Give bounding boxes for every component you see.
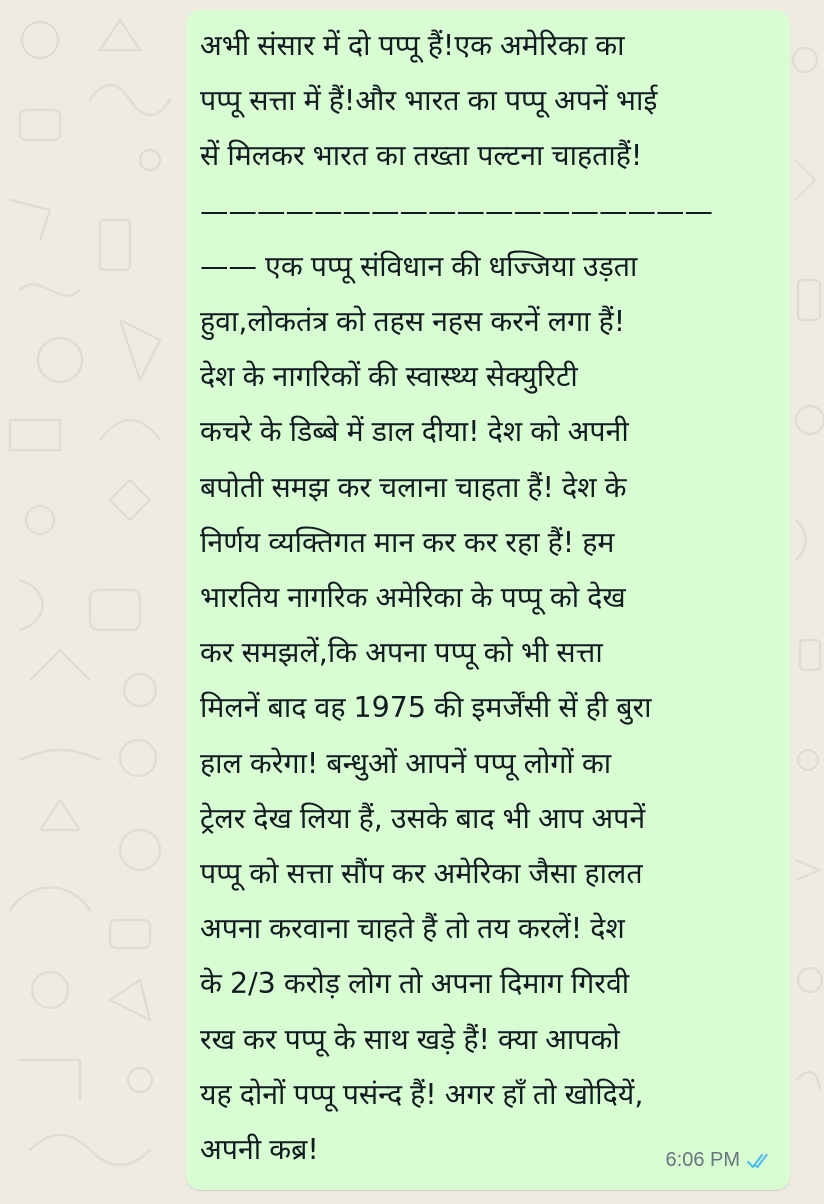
message-text <box>200 18 776 1177</box>
message-line: पप्पू को सत्ता सौंप कर अमेरिका जैसा हालत <box>200 857 643 891</box>
message-line: —————————————————— <box>200 194 713 228</box>
message-meta <box>666 1149 772 1172</box>
double-check-read-icon <box>746 1152 772 1170</box>
message-bubble[interactable] <box>186 10 790 1190</box>
message-line: कचरे के डिब्बे में डाल दीया! देश को अपनी <box>200 415 629 449</box>
message-line: के 2/3 करोड़ लोग तो अपना दिमाग गिरवी <box>200 967 630 1001</box>
message-line: सें मिलकर भारत का तख्ता पल्टना चाहताहैं! <box>200 139 643 173</box>
message-line: देश के नागरिकों की स्वास्थ्य सेक्युरिटी <box>200 360 578 394</box>
message-line: रख कर पप्पू के साथ खड़े हैं! क्या आपको <box>200 1022 620 1056</box>
message-line: भारतिय नागरिक अमेरिका के पप्पू को देख <box>200 581 626 615</box>
message-line: कर समझलें,कि अपना पप्पू को भी सत्ता <box>200 636 603 670</box>
message-time: 6:06 PM <box>665 1149 740 1171</box>
message-line: यह दोनों पप्पू पसंन्द हैं! अगर हाँ तो खोदियें, <box>200 1077 644 1111</box>
message-line: अपना करवाना चाहते हैं तो तय करलें! देश <box>200 912 625 946</box>
message-line: ट्रेलर देख लिया हैं, उसके बाद भी आप अपनें <box>200 801 646 835</box>
message-line: हुवा,लोकतंत्र को तहस नहस करनें लगा हैं! <box>200 305 626 339</box>
message-line: निर्णय व्यक्तिगत मान कर कर रहा हैं! हम <box>200 525 615 559</box>
message-line: पप्पू सत्ता में हैं!और भारत का पप्पू अपनें भाई <box>200 84 658 118</box>
message-line: बपोती समझ कर चलाना चाहता हैं! देश के <box>200 470 627 504</box>
message-line: —— एक पप्पू संविधान की धज्जिया उड़ता <box>200 249 638 283</box>
message-line: मिलनें बाद वह 1975 की इमर्जेंसी सें ही बुरा <box>200 691 652 725</box>
message-line: अपनी कब्र! <box>200 1133 319 1167</box>
message-line: अभी संसार में दो पप्पू हैं!एक अमेरिका का <box>200 29 625 62</box>
message-line: हाल करेगा! बन्धुओं आपनें पप्पू लोगों का <box>200 746 612 780</box>
